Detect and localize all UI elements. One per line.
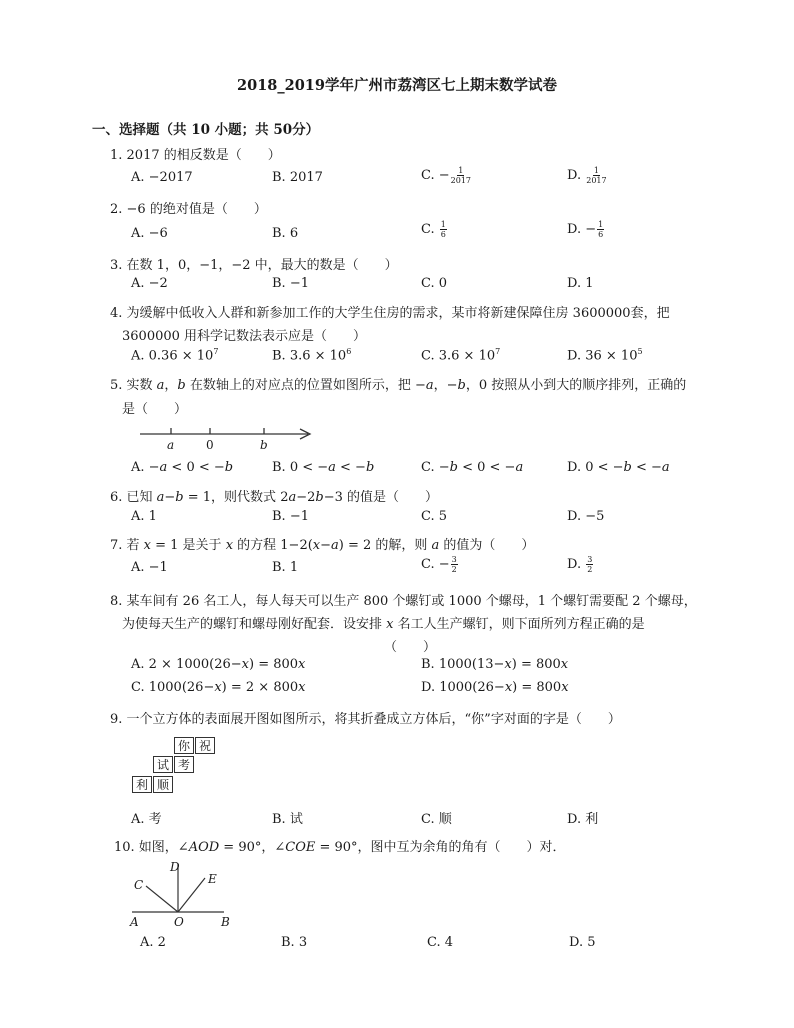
fraction bbox=[451, 166, 471, 185]
q7-option-d bbox=[567, 555, 594, 574]
question-2-stem: 2. −6 的绝对值是（ ） bbox=[110, 202, 267, 217]
q6-option-c: C. 5 bbox=[421, 509, 448, 524]
q8-option-a: A. 2 × 1000(26−𝑥) = 800𝑥 bbox=[131, 657, 306, 672]
label-a: A bbox=[130, 915, 139, 929]
question-4-stem: 4. 为缓解中低收入人群和新参加工作的大学生住房的需求，某市将新建保障住房 3600000套，把 bbox=[110, 306, 670, 321]
question-8-stem-continued: 为使每天生产的螺钉和螺母刚好配套．设安排 𝑥 名工人生产螺钉，则下面所列方程正确的是 bbox=[122, 617, 645, 632]
section-heading: 一、选择题（共 10 小题；共 50分） bbox=[92, 122, 320, 138]
exponent: 7 bbox=[495, 347, 501, 356]
page-title: 2018_2019学年广州市荔湾区七上期末数学试卷 bbox=[237, 77, 557, 94]
label-a: a bbox=[167, 438, 175, 452]
q10-option-b: B. 3 bbox=[281, 935, 308, 950]
q10-option-c: C. 4 bbox=[427, 935, 454, 950]
q5-option-c: C. −𝑏 < 0 < −𝑎 bbox=[421, 460, 524, 475]
q5-option-a: A. −𝑎 < 0 < −𝑏 bbox=[131, 460, 234, 475]
net-cell-shi: 试 bbox=[153, 756, 173, 773]
q1-option-d-label: D. bbox=[567, 168, 586, 183]
q1-option-c-label: C. − bbox=[421, 168, 450, 183]
q2-option-c-label: C. bbox=[421, 222, 439, 237]
q7-option-a: A. −1 bbox=[131, 560, 168, 575]
denominator: 2 bbox=[587, 565, 593, 574]
q9-option-b: B. 试 bbox=[272, 812, 303, 827]
question-8-answer-blank: （ ） bbox=[384, 640, 437, 655]
q4-option-a-base: A. 0.36 × 10 bbox=[131, 348, 214, 364]
label-b: b bbox=[260, 438, 268, 452]
q1-option-c bbox=[421, 166, 472, 185]
q4-option-a bbox=[131, 347, 218, 363]
q8-option-d: D. 1000(26−𝑥) = 800𝑥 bbox=[421, 680, 569, 695]
label-b: B bbox=[221, 915, 230, 929]
net-cell-shun: 顺 bbox=[153, 776, 173, 793]
numerator: 1 bbox=[458, 166, 464, 175]
q4-option-b-base: B. 3.6 × 10 bbox=[272, 348, 347, 364]
net-cell-ni: 你 bbox=[174, 737, 194, 754]
q6-option-a: A. 1 bbox=[131, 509, 157, 524]
denominator: 6 bbox=[440, 230, 446, 239]
fraction bbox=[440, 220, 447, 239]
label-0: 0 bbox=[206, 438, 214, 452]
question-6-stem: 6. 已知 𝑎−𝑏 = 1，则代数式 2𝑎−2𝑏−3 的值是（ ） bbox=[110, 490, 438, 505]
q7-option-c bbox=[421, 555, 459, 574]
numerator: 1 bbox=[593, 166, 599, 175]
exponent: 5 bbox=[637, 347, 643, 356]
question-8-stem: 8. 某车间有 26 名工人，每人每天可以生产 800 个螺钉或 1000 个螺母，1 个螺钉需要配 2 个螺母， bbox=[110, 594, 697, 609]
q4-option-d-base: D. 36 × 10 bbox=[567, 348, 638, 364]
ray-oc bbox=[146, 886, 178, 912]
q10-option-d: D. 5 bbox=[569, 935, 596, 950]
net-cell-zhu: 祝 bbox=[195, 737, 215, 754]
q2-option-d bbox=[567, 220, 605, 239]
label-c: C bbox=[134, 878, 144, 892]
q5-option-d: D. 0 < −𝑏 < −𝑎 bbox=[567, 460, 670, 475]
label-o: O bbox=[174, 915, 184, 929]
question-5-stem: 5. 实数 𝑎，𝑏 在数轴上的对应点的位置如图所示，把 −𝑎，−𝑏，0 按照从小到大的顺序排列，正确的 bbox=[110, 378, 687, 393]
ray-oe bbox=[178, 878, 205, 912]
q8-option-c: C. 1000(26−𝑥) = 2 × 800𝑥 bbox=[131, 680, 306, 695]
fraction bbox=[597, 220, 604, 239]
question-4-stem-continued: 3600000 用科学记数法表示应是（ ） bbox=[122, 329, 367, 344]
numerator: 3 bbox=[587, 555, 593, 564]
q7-option-d-label: D. bbox=[567, 557, 586, 572]
q4-option-b bbox=[272, 347, 351, 363]
question-10-stem: 10. 如图，∠𝐴𝑂𝐷 = 90°，∠𝐶𝑂𝐸 = 90°，图中互为余角的角有（ ）对． bbox=[114, 840, 566, 855]
q6-option-b: B. −1 bbox=[272, 509, 309, 524]
q9-option-d: D. 利 bbox=[567, 812, 599, 827]
numerator: 1 bbox=[440, 220, 446, 229]
denominator: 2017 bbox=[450, 176, 471, 185]
q1-option-a: A. −2017 bbox=[131, 170, 193, 185]
question-7-stem: 7. 若 𝑥 = 1 是关于 𝑥 的方程 1−2(𝑥−𝑎) = 2 的解，则 𝑎 的值为（ ） bbox=[110, 538, 535, 553]
net-cell-kao: 考 bbox=[174, 756, 194, 773]
numerator: 3 bbox=[451, 555, 457, 564]
denominator: 6 bbox=[598, 230, 604, 239]
question-5-stem-continued: 是（ ） bbox=[122, 402, 188, 417]
q2-option-c bbox=[421, 220, 448, 239]
exponent: 6 bbox=[346, 347, 352, 356]
q9-option-c: C. 顺 bbox=[421, 812, 452, 827]
q10-option-a: A. 2 bbox=[140, 935, 166, 950]
q3-option-a: A. −2 bbox=[131, 276, 168, 291]
q8-option-b: B. 1000(13−𝑥) = 800𝑥 bbox=[421, 657, 569, 672]
net-cell-li: 利 bbox=[132, 776, 152, 793]
denominator: 2 bbox=[451, 565, 457, 574]
q4-option-c-base: C. 3.6 × 10 bbox=[421, 348, 496, 364]
fraction bbox=[586, 166, 606, 185]
q3-option-c: C. 0 bbox=[421, 276, 448, 291]
q5-option-b: B. 0 < −𝑎 < −𝑏 bbox=[272, 460, 375, 475]
q6-option-d: D. −5 bbox=[567, 509, 605, 524]
question-9-stem: 9. 一个立方体的表面展开图如图所示，将其折叠成立方体后，“你”字对面的字是（ ） bbox=[110, 712, 621, 727]
label-d: D bbox=[170, 860, 180, 874]
q4-option-d bbox=[567, 347, 643, 363]
exponent: 7 bbox=[213, 347, 219, 356]
q1-option-b: B. 2017 bbox=[272, 170, 323, 185]
fraction bbox=[586, 555, 593, 574]
fraction bbox=[451, 555, 458, 574]
q1-option-d bbox=[567, 166, 608, 185]
numerator: 1 bbox=[598, 220, 604, 229]
label-e: E bbox=[208, 872, 217, 886]
q7-option-b: B. 1 bbox=[272, 560, 299, 575]
question-1-stem: 1. 2017 的相反数是（ ） bbox=[110, 148, 281, 163]
number-line-figure bbox=[136, 420, 321, 456]
q2-option-b: B. 6 bbox=[272, 226, 299, 241]
q2-option-d-label: D. − bbox=[567, 222, 597, 237]
q9-option-a: A. 考 bbox=[131, 812, 162, 827]
q4-option-c bbox=[421, 347, 500, 363]
q3-option-d: D. 1 bbox=[567, 276, 594, 291]
q3-option-b: B. −1 bbox=[272, 276, 309, 291]
denominator: 2017 bbox=[586, 176, 607, 185]
question-3-stem: 3. 在数 1，0，−1，−2 中，最大的数是（ ） bbox=[110, 258, 398, 273]
q2-option-a: A. −6 bbox=[131, 226, 168, 241]
angle-figure bbox=[128, 858, 238, 932]
q7-option-c-label: C. − bbox=[421, 557, 450, 572]
